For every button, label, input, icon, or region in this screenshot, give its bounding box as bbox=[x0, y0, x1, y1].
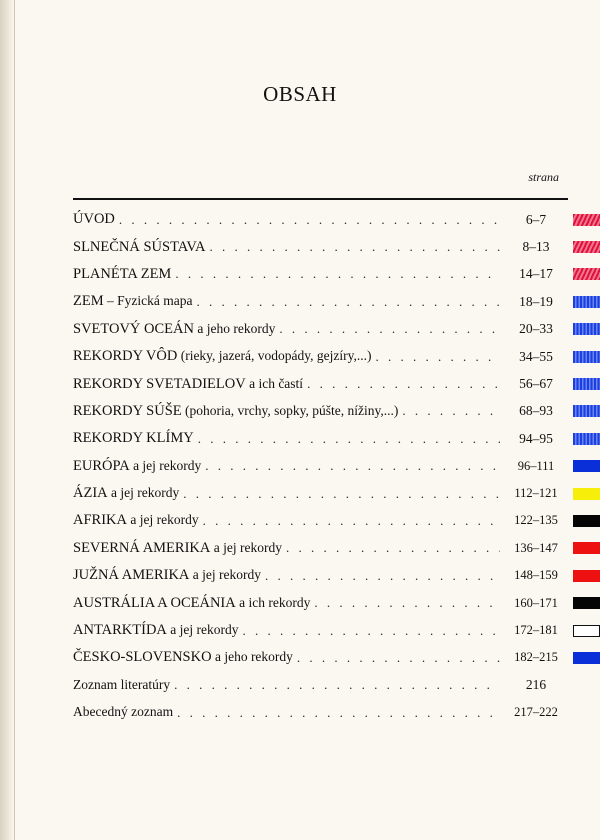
toc-entry-pages: 112–121 bbox=[514, 486, 558, 501]
toc-entry[interactable] bbox=[73, 425, 572, 452]
page-edge bbox=[0, 0, 14, 840]
toc-entry-pages: 94–95 bbox=[519, 430, 553, 446]
toc-entry-main: ČESKO-SLOVENSKO bbox=[73, 649, 212, 666]
toc-entry-pages: 14–17 bbox=[519, 266, 553, 282]
toc-entry[interactable] bbox=[73, 316, 572, 343]
toc-entry[interactable] bbox=[73, 562, 572, 589]
dot-leader bbox=[177, 705, 500, 721]
toc-entry-title bbox=[73, 321, 279, 338]
toc-entry-pages: 8–13 bbox=[522, 239, 550, 255]
toc-entry-pages: 122–135 bbox=[514, 513, 558, 528]
toc-entry-main: SVETOVÝ OCEÁN bbox=[73, 320, 194, 337]
toc-entry-subtitle: – Fyzická mapa bbox=[103, 293, 193, 309]
page-edge-line bbox=[14, 0, 15, 840]
toc-entry-subtitle: a jej rekordy bbox=[210, 539, 282, 555]
dot-leader bbox=[242, 623, 500, 639]
toc-entry-title bbox=[73, 458, 205, 475]
toc-entry[interactable] bbox=[73, 644, 572, 671]
toc-entry-pages: 56–67 bbox=[519, 376, 553, 392]
toc-entry[interactable] bbox=[73, 206, 572, 233]
toc-entry-subtitle: a jej rekordy bbox=[189, 567, 261, 583]
toc-entry-subtitle: a jej rekordy bbox=[107, 485, 180, 501]
toc-entry-main: REKORDY SÚŠE bbox=[73, 402, 182, 419]
toc-entry-title bbox=[73, 376, 307, 393]
section-color-swatch bbox=[573, 542, 600, 554]
toc-entry-title bbox=[73, 293, 196, 310]
toc-entry-pages: 217–222 bbox=[514, 705, 558, 720]
toc-entry-pages: 96–111 bbox=[517, 458, 555, 473]
toc-entry-main: ÚVOD bbox=[73, 211, 115, 228]
toc-entry-main: ANTARKTÍDA bbox=[73, 622, 167, 639]
toc-entry-title bbox=[73, 211, 119, 228]
toc-entry-title bbox=[73, 677, 174, 694]
toc-entry-subtitle: a jej rekordy bbox=[126, 512, 199, 528]
toc-entry-pages: 160–171 bbox=[514, 595, 558, 610]
page-column-label: strana bbox=[528, 170, 559, 184]
toc-entry-subtitle: a jeho rekordy bbox=[193, 320, 276, 336]
section-color-swatch bbox=[573, 323, 600, 335]
toc-entry-main: ÁZIA bbox=[73, 485, 108, 502]
toc-entry[interactable] bbox=[73, 535, 572, 562]
section-color-swatch bbox=[573, 351, 600, 363]
dot-leader bbox=[402, 403, 500, 419]
dot-leader bbox=[209, 239, 500, 255]
toc-entry-pages: 216 bbox=[525, 677, 547, 693]
toc-entry-title bbox=[73, 622, 242, 639]
toc-entry-subtitle: Abecedný zoznam bbox=[73, 704, 174, 720]
toc-entry-pages: 172–181 bbox=[514, 623, 558, 638]
toc-entry-main: JUŽNÁ AMERIKA bbox=[73, 567, 190, 584]
toc-entry-title bbox=[73, 239, 209, 256]
toc-entry-pages: 182–215 bbox=[514, 650, 558, 665]
toc-entry[interactable] bbox=[73, 370, 572, 397]
dot-leader bbox=[203, 513, 500, 529]
section-color-swatch bbox=[573, 515, 600, 527]
toc-entry-title bbox=[73, 430, 198, 447]
toc-entry[interactable] bbox=[73, 699, 572, 726]
header-rule bbox=[73, 198, 568, 200]
toc-entry-title bbox=[73, 485, 183, 502]
toc-entry-title bbox=[73, 403, 402, 420]
toc-entry-subtitle: a jej rekordy bbox=[129, 457, 202, 473]
section-color-swatch bbox=[573, 570, 600, 582]
toc-entry-pages: 148–159 bbox=[514, 568, 558, 583]
toc-entry-title bbox=[73, 266, 175, 283]
toc-entry-subtitle: Zoznam literatúry bbox=[73, 676, 171, 692]
toc-entry-title bbox=[73, 348, 376, 365]
section-color-swatch bbox=[573, 488, 600, 500]
toc-entry-main: AFRIKA bbox=[73, 512, 127, 529]
toc-entry-subtitle: a ich rekordy bbox=[235, 594, 311, 610]
section-color-swatch bbox=[573, 405, 600, 417]
page-title: OBSAH bbox=[263, 82, 337, 106]
toc-entry[interactable] bbox=[73, 589, 572, 616]
toc-entry-pages: 68–93 bbox=[519, 403, 553, 419]
section-color-swatch bbox=[573, 597, 600, 609]
toc-entry-pages: 18–19 bbox=[519, 293, 553, 309]
toc-entry[interactable] bbox=[73, 617, 572, 644]
toc-entry[interactable] bbox=[73, 261, 572, 288]
toc-entry-main: REKORDY VÔD bbox=[73, 348, 178, 365]
section-color-swatch bbox=[573, 460, 600, 472]
toc-entry[interactable] bbox=[73, 453, 572, 480]
toc-entry-pages: 136–147 bbox=[514, 540, 558, 555]
section-color-swatch bbox=[573, 214, 600, 226]
section-color-swatch bbox=[573, 625, 600, 637]
toc-entry-pages: 34–55 bbox=[519, 348, 553, 364]
dot-leader bbox=[307, 376, 500, 392]
toc-entry-subtitle: a jej rekordy bbox=[166, 622, 239, 638]
toc-entry-subtitle: a jeho rekordy bbox=[211, 649, 293, 665]
toc-entry-title bbox=[73, 595, 314, 612]
section-color-swatch bbox=[573, 241, 600, 253]
dot-leader bbox=[183, 486, 500, 502]
toc-entry[interactable] bbox=[73, 233, 572, 260]
toc-entry-main: REKORDY KLÍMY bbox=[73, 430, 194, 447]
dot-leader bbox=[297, 650, 500, 666]
toc-entry[interactable] bbox=[73, 672, 572, 699]
toc-entry[interactable] bbox=[73, 480, 572, 507]
toc-entry-main: SEVERNÁ AMERIKA bbox=[73, 539, 211, 556]
dot-leader bbox=[314, 595, 500, 611]
dot-leader bbox=[198, 431, 500, 447]
dot-leader bbox=[174, 677, 500, 693]
dot-leader bbox=[286, 540, 500, 556]
toc-entry-title bbox=[73, 649, 297, 666]
toc-entry-main: ZEM bbox=[73, 293, 104, 310]
toc-entry-pages: 6–7 bbox=[525, 211, 547, 227]
dot-leader bbox=[279, 321, 500, 337]
toc-entry-subtitle: a ich častí bbox=[245, 375, 304, 391]
toc-entry-pages: 20–33 bbox=[519, 321, 553, 337]
dot-leader bbox=[265, 568, 500, 584]
dot-leader bbox=[376, 349, 501, 365]
toc-entry-subtitle: (rieky, jazerá, vodopády, gejzíry,...) bbox=[177, 348, 372, 364]
section-color-swatch bbox=[573, 378, 600, 390]
toc-entry-title bbox=[73, 540, 286, 557]
toc-entry-main: PLANÉTA ZEM bbox=[73, 265, 172, 282]
toc-entry[interactable] bbox=[73, 398, 572, 425]
toc-entry-title bbox=[73, 567, 265, 584]
section-color-swatch bbox=[573, 433, 600, 445]
toc-entry[interactable] bbox=[73, 288, 572, 315]
section-color-swatch bbox=[573, 652, 600, 664]
toc-entry-title bbox=[73, 704, 177, 721]
dot-leader bbox=[205, 458, 500, 474]
toc-entry-main: EURÓPA bbox=[73, 457, 130, 474]
section-color-swatch bbox=[573, 268, 600, 280]
section-color-swatch bbox=[573, 296, 600, 308]
toc-entry-main: AUSTRÁLIA A OCEÁNIA bbox=[73, 594, 236, 611]
toc-entry-title bbox=[73, 512, 203, 529]
toc-entry[interactable] bbox=[73, 507, 572, 534]
toc-entry-main: SLNEČNÁ SÚSTAVA bbox=[73, 238, 206, 255]
dot-leader bbox=[175, 266, 500, 282]
toc-entry-subtitle: (pohoria, vrchy, sopky, púšte, nížiny,...) bbox=[181, 402, 399, 418]
table-of-contents bbox=[73, 206, 572, 726]
toc-entry-main: REKORDY SVETADIELOV bbox=[73, 375, 246, 392]
dot-leader bbox=[119, 212, 500, 228]
dot-leader bbox=[196, 294, 500, 310]
toc-entry[interactable] bbox=[73, 343, 572, 370]
